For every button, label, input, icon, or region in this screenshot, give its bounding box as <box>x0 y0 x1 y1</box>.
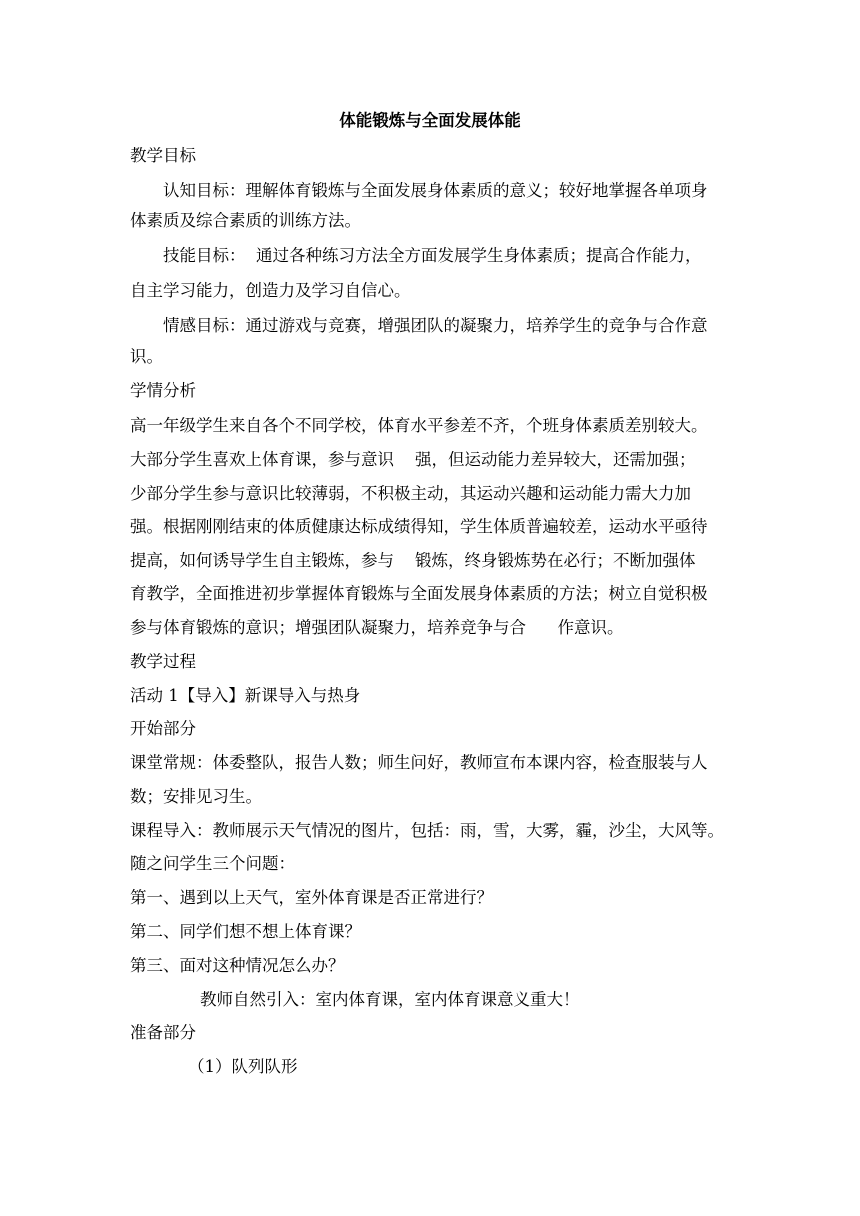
paragraph-line: 课堂常规：体委整队，报告人数；师生问好，教师宣布本课内容，检查服装与人 <box>130 753 708 772</box>
paragraph-line: 育教学，全面推进初步掌握体育锻炼与全面发展身体素质的方法；树立自觉积极 <box>130 584 708 603</box>
heading-student-analysis: 学情分析 <box>130 381 196 400</box>
paragraph-line: 认知目标：理解体育锻炼与全面发展身体素质的意义；较好地掌握各单项身 <box>163 181 708 200</box>
heading-start-section: 开始部分 <box>130 719 196 738</box>
heading-teaching-process: 教学过程 <box>130 652 196 671</box>
paragraph-line: 教师自然引入：室内体育课，室内体育课意义重大！ <box>200 990 580 1009</box>
list-item: （1）队列队形 <box>188 1057 298 1076</box>
activity-heading: 活动 1【导入】新课导入与热身 <box>130 686 361 705</box>
paragraph-line: 课程导入：教师展示天气情况的图片，包括：雨，雪，大雾，霾，沙尘，大风等。 <box>130 821 724 840</box>
heading-prep-section: 准备部分 <box>130 1023 196 1042</box>
document-title: 体能锻炼与全面发展体能 <box>339 111 521 130</box>
paragraph-line: 自主学习能力，创造力及学习自信心。 <box>130 281 411 300</box>
paragraph-line: 数；安排见习生。 <box>130 787 262 806</box>
paragraph-line: 高一年级学生来自各个不同学校，体育水平参差不齐，个班身体素质差别较大。 <box>130 416 708 435</box>
paragraph-line: 大部分学生喜欢上体育课，参与意识 强，但运动能力差异较大，还需加强； <box>130 450 696 469</box>
paragraph-line: 体素质及综合素质的训练方法。 <box>130 211 361 230</box>
paragraph-line: 强。根据刚刚结束的体质健康达标成绩得知，学生体质普遍较差，运动水平亟待 <box>130 517 708 536</box>
paragraph-line: 技能目标： 通过各种练习方法全方面发展学生身体素质；提高合作能力， <box>163 246 702 265</box>
heading-teaching-goals: 教学目标 <box>130 146 196 165</box>
paragraph-line: 随之问学生三个问题： <box>130 854 295 873</box>
question-line: 第三、面对这种情况怎么办？ <box>130 956 345 975</box>
paragraph-line: 提高，如何诱导学生自主锻炼，参与 锻炼，终身锻炼势在必行；不断加强体 <box>130 551 696 570</box>
question-line: 第一、遇到以上天气，室外体育课是否正常进行？ <box>130 888 493 907</box>
paragraph-line: 情感目标：通过游戏与竞赛，增强团队的凝聚力，培养学生的竞争与合作意 <box>163 316 708 335</box>
paragraph-line: 参与体育锻炼的意识；增强团队凝聚力，培养竞争与合 作意识。 <box>130 618 624 637</box>
paragraph-line: 少部分学生参与意识比较薄弱，不积极主动，其运动兴趣和运动能力需大力加 <box>130 484 691 503</box>
paragraph-line: 识。 <box>130 347 163 366</box>
question-line: 第二、同学们想不想上体育课？ <box>130 922 361 941</box>
